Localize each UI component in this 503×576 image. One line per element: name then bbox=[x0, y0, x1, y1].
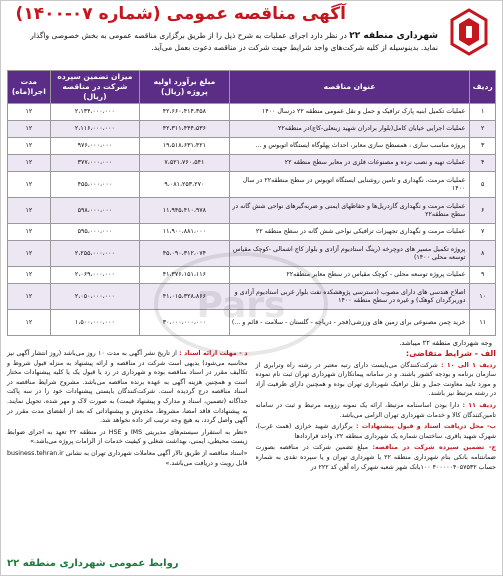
table-row bbox=[8, 172, 496, 198]
cell-duration: ۱۲ bbox=[8, 121, 51, 138]
notice-title bbox=[16, 4, 346, 24]
table-row bbox=[8, 310, 496, 336]
table-row bbox=[8, 155, 496, 172]
cell-row: ۵ bbox=[470, 172, 496, 198]
cell-budget: ۴۱،۳۷۶،۱۵۱،۱۱۶ bbox=[140, 267, 230, 284]
title-number: (شماره ۰۷-۱۴۰۰) bbox=[15, 4, 161, 24]
cell-row: ۴ bbox=[470, 155, 496, 172]
intro-paragraph bbox=[15, 30, 438, 54]
condition-text: «اسناد مناقصه از طریق تالار آگهی معاملات شهرداری تهران به نشانی business.tehran.ir قابل رویت و دریافت می‌باشد.» bbox=[7, 449, 248, 467]
table-row bbox=[8, 224, 496, 241]
condition-label: ب- محل دریافت اسناد و قبول پیشنهادات : bbox=[355, 423, 496, 431]
table-row bbox=[8, 138, 496, 155]
cell-duration: ۱۲ bbox=[8, 267, 51, 284]
cell-budget: ۷،۵۲۱،۷۶۰،۵۴۱ bbox=[140, 155, 230, 172]
cell-guarantee: ۳۷۷،۰۰۰،۰۰۰ bbox=[50, 155, 140, 172]
cell-duration: ۱۲ bbox=[8, 224, 51, 241]
conditions-heading: الف - شرایط متقاضی: bbox=[405, 349, 496, 358]
cell-duration: ۱۲ bbox=[8, 241, 51, 267]
condition-paragraph bbox=[7, 428, 248, 447]
intro-strong: شهرداری منطقه ۲۲ bbox=[349, 31, 438, 41]
condition-label: ج- تضمین سپرده شرکت در مناقصه: bbox=[372, 444, 497, 452]
condition-paragraph bbox=[256, 422, 497, 441]
table-row bbox=[8, 104, 496, 121]
cell-row: ۱ bbox=[470, 104, 496, 121]
header bbox=[7, 4, 496, 70]
condition-text: شرکت‌کنندگان می‌بایست دارای رتبه معتبر در رشته راه وترابری از سازمان برنامه و بودجه کشور باشند. و در سامانه پیمانکاران شهرداری تهران ثبت نام نموده و مورد تایید معاونت حمل و نقل ترافیک شهرداری تهران بوده و همچنین دارای ظرفیت آزاد در رشته مرتبط نیز باشند. bbox=[255, 361, 496, 398]
cell-guarantee: ۲،۱۱۶،۰۰۰،۰۰۰ bbox=[50, 121, 140, 138]
cell-row: ۷ bbox=[470, 224, 496, 241]
condition-label: د - مهلت ارائه اسناد : bbox=[179, 350, 248, 357]
conditions-left-column bbox=[7, 349, 248, 474]
condition-text: از تاریخ نشر آگهی به مدت ۱۰ روز می‌باشد (روز انتشار آگهی نیز محاسبه می‌شود) بدیهی است شرکت در مناقصه و ارائه پیشنهاد به منزله قبول شروط و تکالیف مقرر در اسناد مناقصه بوده و شهرداری در رد یا قبول یک یا کلیه پیشنهادات مختار است و همچنین هزینه آگهی به عهده برنده مناقصه می‌باشد. مشروح شرایط مناقصه در اسناد مناقصه درج گردیده است. شرکت‌کنندگان بایستی پیشنهادات خود را در سه پاکت جداگانه (تضمین، اسناد و مدارک و پیشنهاد قیمت) به صورت لاک و مهر شده، تحویل نمایند. به پیشنهادات فاقد امضا، مشروط، مخدوش و پیشنهاداتی که بعد از انقضای مدت مقرر در آگهی واصل گردد، به هیچ وجه ترتیب اثر داده نخواهد شد. bbox=[7, 350, 248, 425]
table-row bbox=[8, 284, 496, 310]
cell-budget: ۱۹،۵۱۸،۶۳۱،۴۲۱ bbox=[140, 138, 230, 155]
cell-guarantee: ۵۹۸،۰۰۰،۰۰۰ bbox=[50, 198, 140, 224]
cell-guarantee: ۱،۵۰۰،۰۰۰،۰۰۰ bbox=[50, 310, 140, 336]
cell-guarantee: ۵۹۵،۰۰۰،۰۰۰ bbox=[50, 224, 140, 241]
cell-subject: اصلاح هندسی های دارای مصوب (دسترسی پژوهشکده نفت بلوار غربی استادیوم آزادی و دوربرگردان کوهک) و غیره در سطح منطقه ۱۴۰۰ bbox=[229, 284, 470, 310]
cell-guarantee: ۲،۱۳۴،۰۰۰،۰۰۰ bbox=[50, 104, 140, 121]
condition-paragraph bbox=[7, 449, 248, 468]
condition-paragraph bbox=[256, 401, 497, 420]
table-header-row bbox=[8, 71, 496, 104]
intro-text: در نظر دارد اجرای عملیات به شرح ذیل را از طریق برگزاری مناقصه عمومی به بخش خصوصی واگذار نماید. بدینوسیله از کلیه شرکت‌های واجد شرایط جهت شرکت در مناقصه دعوت بعمل می‌آید. bbox=[30, 31, 438, 52]
cell-budget: ۴۲،۶۶۰،۴۱۴،۳۵۸ bbox=[140, 104, 230, 121]
condition-paragraph bbox=[256, 443, 497, 472]
cell-row: ۸ bbox=[470, 241, 496, 267]
cell-budget: ۱۱،۹۰۰،۸۸۱،۰۰۰ bbox=[140, 224, 230, 241]
condition-paragraph bbox=[256, 361, 497, 399]
cell-row: ۱۰ bbox=[470, 284, 496, 310]
cell-duration: ۱۲ bbox=[8, 284, 51, 310]
condition-text: «نظر به استقرار سیستم‌های مدیریتی IMS و HSE در منطقه ۲۲ تعهد به اجرای ضوابط زیست محیطی، ایمنی، بهداشت شغلی و کیفیت خدمات از الزامات پروژه می‌باشد.» bbox=[7, 428, 248, 446]
cell-guarantee: ۲،۲۵۵،۰۰۰،۰۰۰ bbox=[50, 241, 140, 267]
cell-duration: ۱۲ bbox=[8, 104, 51, 121]
meta-line: وجه شهرداری منطقه ۲۲ میباشد. bbox=[399, 339, 492, 347]
cell-subject: عملیات تهیه و نصب نرده و مصنوعات فلزی در معابر سطح منطقه ۲۲ bbox=[229, 155, 470, 172]
cell-guarantee: ۹۷۶،۰۰۰،۰۰۰ bbox=[50, 138, 140, 155]
municipality-logo-icon bbox=[446, 8, 492, 56]
cell-duration: ۱۲ bbox=[8, 172, 51, 198]
cell-budget: ۹،۰۸۱،۲۵۳،۲۷۰ bbox=[140, 172, 230, 198]
condition-paragraph bbox=[7, 349, 248, 426]
cell-row: ۹ bbox=[470, 267, 496, 284]
cell-duration: ۱۲ bbox=[8, 310, 51, 336]
cell-budget: ۴۲،۳۱۱،۴۴۴،۵۳۶ bbox=[140, 121, 230, 138]
table-row bbox=[8, 267, 496, 284]
table-row bbox=[8, 198, 496, 224]
cell-duration: ۱۲ bbox=[8, 198, 51, 224]
cell-duration: ۱۲ bbox=[8, 138, 51, 155]
cell-guarantee: ۲،۰۵۰،۰۰۰،۰۰۰ bbox=[50, 284, 140, 310]
cell-subject: عملیات پروژه توسعه محلی - کوچک مقیاس در سطح معابر منطقه۲۲ bbox=[229, 267, 470, 284]
cell-row: ۲ bbox=[470, 121, 496, 138]
cell-row: ۱۱ bbox=[470, 310, 496, 336]
cell-subject: پروژه مناسب سازی ، همسطح سازی معابر، احداث پهلوگاه ایستگاه اتوبوس و ... bbox=[229, 138, 470, 155]
condition-label: ردیف ۱ الی ۱۰ : bbox=[440, 361, 496, 369]
tender-table bbox=[7, 70, 496, 336]
condition-text: برگزاری شهید خرازی (همت غرب)، شهرک شهید باقری، ساختمان شماره یک شهرداری منطقه ۲۲، واحد قراردادها bbox=[255, 423, 496, 440]
cell-guarantee: ۴۵۵،۰۰۰،۰۰۰ bbox=[50, 172, 140, 198]
conditions-right-column bbox=[256, 349, 497, 474]
cell-budget: ۴۵،۰۹۰،۳۱۲،۰۷۴ bbox=[140, 241, 230, 267]
cell-subject: عملیات مرمت، نگهداری و تامین روشنایی ایستگاه اتوبوس در سطح منطقه۲۲ در سال ۱۴۰۰ bbox=[229, 172, 470, 198]
title-main: آگهی مناقصه عمومی bbox=[166, 4, 346, 24]
cell-subject: عملیات مرمت و نگهداری تجهیزات ترافیکی نواحی شش گانه در سطح منطقه ۲۲ bbox=[229, 224, 470, 241]
cell-subject: خرید چمن مصنوعی برای زمین های ورزشی(فجر - دریاچه - گلستان - سلامت - قائم و ...) bbox=[229, 310, 470, 336]
table-row bbox=[8, 241, 496, 267]
table-row bbox=[8, 121, 496, 138]
cell-budget: ۴۱،۰۱۵،۳۲۸،۸۶۶ bbox=[140, 284, 230, 310]
col-guarantee: میزان تضمین سپرده شرکت در مناقصه (ریال) bbox=[50, 71, 140, 104]
cell-budget: ۳۰،۰۰۰،۰۰۰،۰۰۰ bbox=[140, 310, 230, 336]
cell-subject: پروژه تکمیل مسیر های دوچرخه (رینگ استادیوم آزادی و بلوار کاج اشمالی -کوچک مقیاس توسعه محلی ۱۴۰۰) bbox=[229, 241, 470, 267]
col-budget: مبلغ برآورد اولیه پروژه (ریال) bbox=[140, 71, 230, 104]
cell-budget: ۱۱،۹۴۵،۴۱۰،۹۷۸ bbox=[140, 198, 230, 224]
cell-duration: ۱۲ bbox=[8, 155, 51, 172]
cell-subject: عملیات مرمت و نگهداری گاردریل‌ها و حفاظهای ایمنی و ضربه‌گیرهای نواحی شش گانه در سطح منطقه۲۲ bbox=[229, 198, 470, 224]
cell-guarantee: ۲،۰۶۹،۰۰۰،۰۰۰ bbox=[50, 267, 140, 284]
condition-text: دارا بودن اساسنامه مرتبط، ارائه یک نمونه رزومه مرتبط و ثبت در سامانه تامین‌کنندگان کالا و خدمات شهرداری تهران الزامی می‌باشد. bbox=[255, 401, 496, 419]
cell-subject: عملیات اجرایی خیابان کامل(بلوار برادران شهید زینعلی-کاج)در منطقه۲۲ bbox=[229, 121, 470, 138]
col-duration: مدت اجرا(ماه) bbox=[8, 71, 51, 104]
col-row: ردیف bbox=[470, 71, 496, 104]
condition-label: ردیف ۱۱ : bbox=[462, 401, 496, 409]
conditions bbox=[7, 349, 496, 474]
cell-row: ۳ bbox=[470, 138, 496, 155]
footer-signature: روابط عمومی شهرداری منطقه ۲۲ bbox=[7, 558, 179, 569]
cell-subject: عملیات تکمیل ابنیه پارک ترافیک و حمل و نقل عمومی منطقه ۲۲ درسال ۱۴۰۰ bbox=[229, 104, 470, 121]
col-subject: عنوان مناقصه bbox=[229, 71, 470, 104]
condition-text: مبلغ تضمین شرکت در مناقصه بصورت ضمانتنامه بانکی بنام شهرداری منطقه ۲۲ یا شهرداری تهران و یا سپرده نقدی به شماره حساب ۴۰۰۰۰۰۴۰۵۷۵۳۲ ۱۰۰بانک شهر شعبه شهرک راه آهن کد ۲۲۲ در bbox=[255, 444, 496, 471]
cell-row: ۶ bbox=[470, 198, 496, 224]
